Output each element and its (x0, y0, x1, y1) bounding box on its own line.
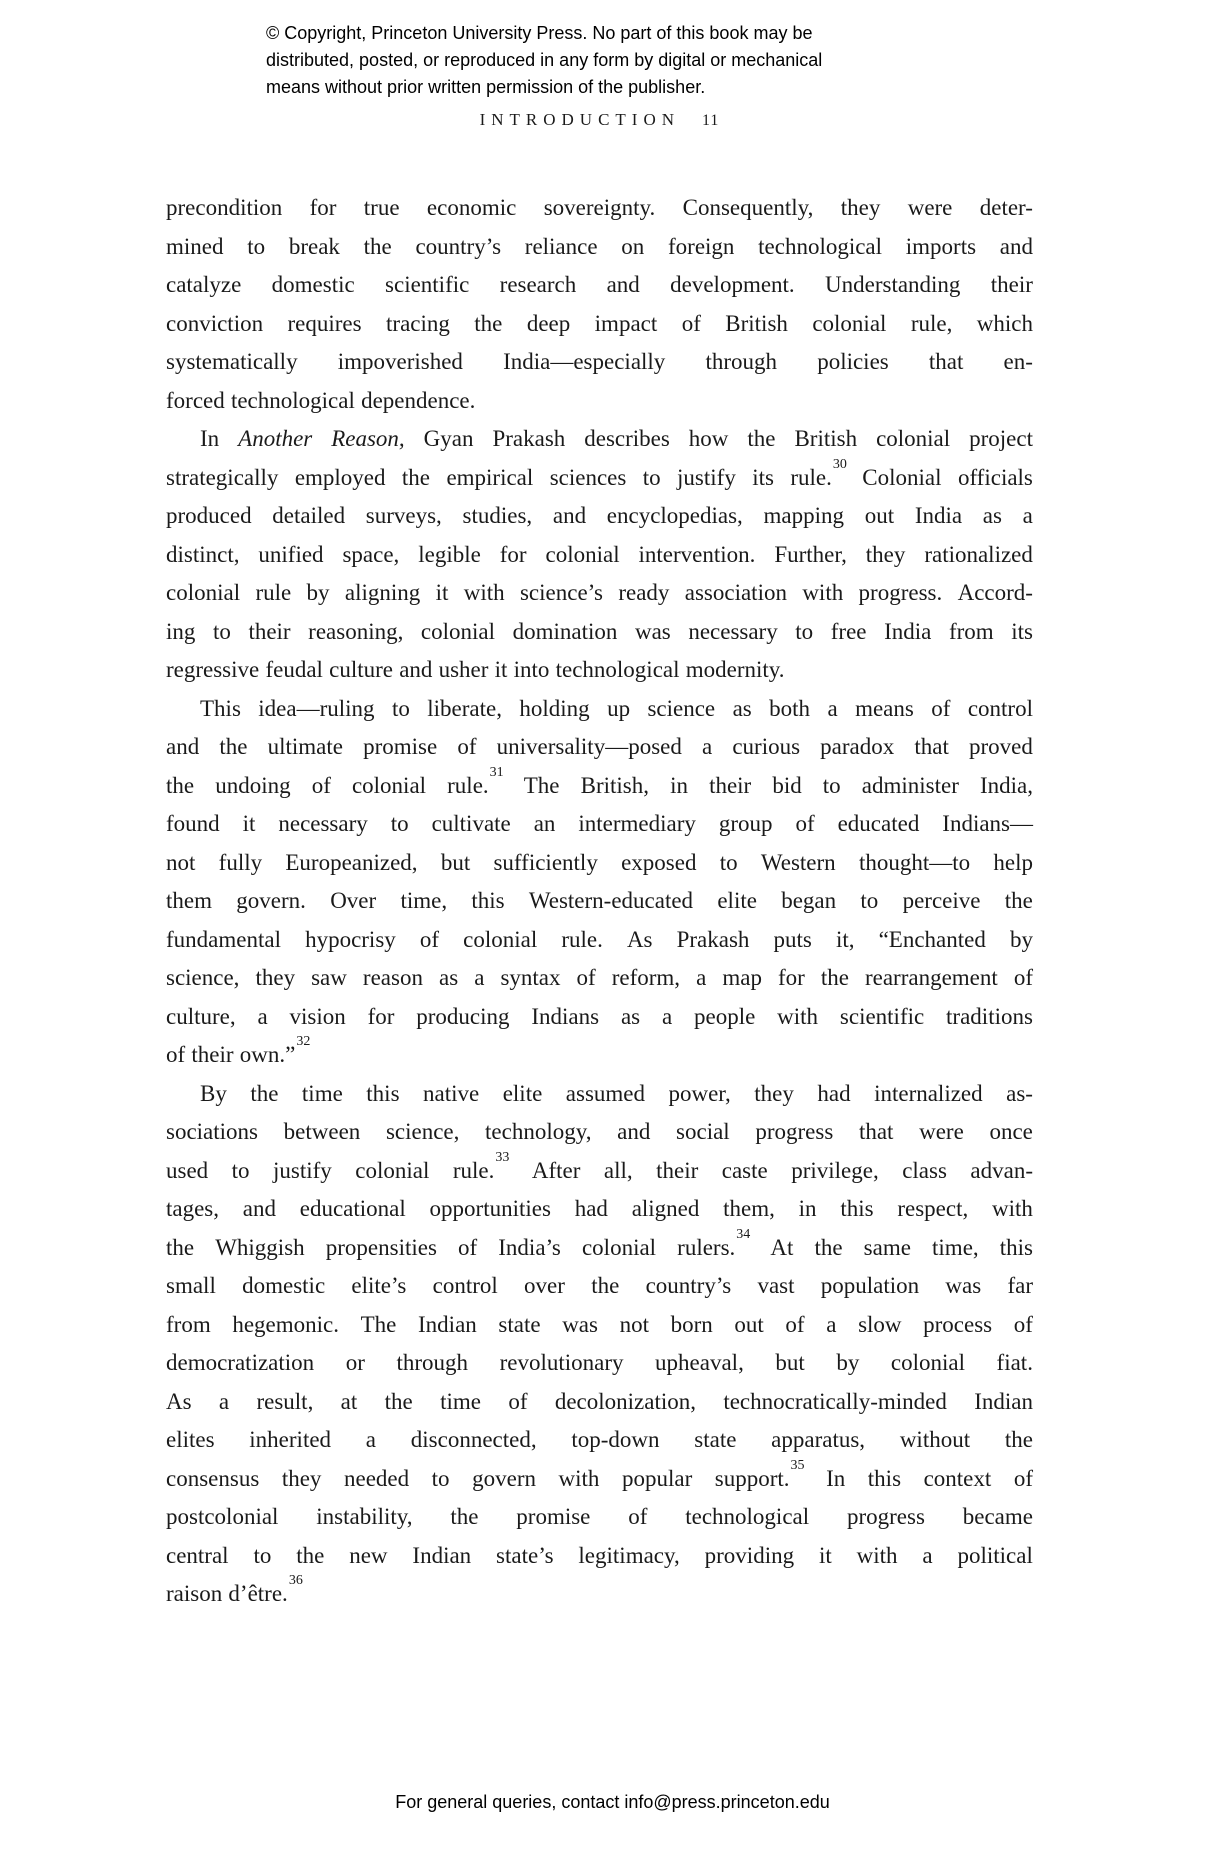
text-line: the undoing of colonial rule.$^{31}$ The British, in their bid to administer India, (166, 764, 1033, 798)
footer-text: For general queries, contact info@press.princeton.edu (395, 1792, 830, 1812)
footnote-ref: 36 (288, 1573, 303, 1589)
text-line: not fully Europeanized, but sufficiently exposed to Western thought—to help (166, 849, 1033, 875)
text-line: science, they saw reason as a syntax of reform, a map for the rearrangement of (166, 965, 1033, 990)
text-line: fundamental hypocrisy of colonial rule. As Prakash puts it, “Enchanted by (166, 926, 1033, 952)
text-line: postcolonial instability, the promise of technological progress became (166, 1504, 1033, 1529)
text-line: produced detailed surveys, studies, and encyclopedias, mapping out India as a (166, 503, 1033, 528)
text-line: sociations between science, technology, and social progress that were once (166, 1119, 1033, 1144)
body-text (166, 189, 1033, 1614)
text-line: conviction requires tracing the deep impact of British colonial rule, which (166, 310, 1033, 336)
text-line: catalyze domestic scientific research and development. Understanding their (166, 272, 1033, 297)
running-header (166, 110, 1033, 130)
text-line: By the time this native elite assumed power, they had internalized as- (200, 1080, 1033, 1106)
text-line: consensus they needed to govern with popular support.$^{35}$ In this context of (166, 1457, 1033, 1491)
text-line: raison d’être.$^{36}$ (166, 1573, 303, 1606)
footnote-ref: 33 (495, 1149, 510, 1165)
text-line: culture, a vision for producing Indians as a people with scientific traditions (166, 1003, 1033, 1029)
footnote-ref: 34 (736, 1226, 751, 1242)
text-line: elites inherited a disconnected, top-down state apparatus, without the (166, 1427, 1033, 1452)
text-line: distinct, unified space, legible for colonial intervention. Further, they rationalized (166, 541, 1033, 567)
text-line: them govern. Over time, this Western-educated elite began to perceive the (166, 888, 1033, 913)
text-line: forced technological dependence. (166, 387, 476, 413)
page-number: 11 (702, 112, 720, 129)
text-line: regressive feudal culture and usher it into technological modernity. (166, 657, 785, 682)
footnote-ref: 31 (489, 764, 504, 780)
copyright-line: means without prior written permission of the publisher. (266, 77, 706, 97)
footnote-ref: 32 (296, 1034, 311, 1050)
text-line: mined to break the country’s reliance on foreign technological imports and (166, 233, 1033, 259)
text-line: central to the new Indian state’s legitimacy, providing it with a political (166, 1542, 1033, 1568)
text-line: In Another Reason, Gyan Prakash describes how the British colonial project (200, 426, 1033, 451)
text-line: ing to their reasoning, colonial domination was necessary to free India from its (166, 618, 1033, 644)
text-line: As a result, at the time of decolonization, technocratically-minded Indian (166, 1388, 1033, 1414)
text-line: tages, and educational opportunities had aligned them, in this respect, with (166, 1196, 1033, 1221)
chapter-title: INTRODUCTION (479, 110, 681, 129)
text-line: systematically impoverished India—especially through policies that en- (166, 349, 1033, 374)
copyright-notice (266, 20, 822, 101)
footnote-ref: 30 (832, 456, 847, 472)
footnote-ref: 35 (790, 1457, 805, 1473)
text-line: democratization or through revolutionary upheaval, but by colonial fiat. (166, 1350, 1033, 1375)
copyright-line: distributed, posted, or reproduced in any form by digital or mechanical (266, 50, 823, 70)
text-line: of their own.”$^{32}$ (166, 1034, 311, 1067)
text-line: and the ultimate promise of universality—posed a curious paradox that proved (166, 734, 1033, 759)
text-line: strategically employed the empirical sciences to justify its rule.$^{30}$ Colonial officials (166, 456, 1033, 490)
text-line: found it necessary to cultivate an intermediary group of educated Indians— (166, 811, 1033, 836)
text-line: This idea—ruling to liberate, holding up science as both a means of control (200, 695, 1033, 721)
text-line: used to justify colonial rule.$^{33}$ After all, their caste privilege, class advan- (166, 1149, 1033, 1183)
text-line: precondition for true economic sovereignty. Consequently, they were deter- (166, 195, 1033, 220)
text-line: colonial rule by aligning it with science’s ready association with progress. Accord- (166, 580, 1033, 605)
text-line: small domestic elite’s control over the country’s vast population was far (166, 1273, 1033, 1298)
text-line: from hegemonic. The Indian state was not born out of a slow process of (166, 1311, 1033, 1337)
copyright-line: © Copyright, Princeton University Press. No part of this book may be (266, 23, 813, 43)
text-line: the Whiggish propensities of India’s colonial rulers.$^{34}$ At the same time, this (166, 1226, 1033, 1260)
footer-contact (0, 1792, 1225, 1813)
